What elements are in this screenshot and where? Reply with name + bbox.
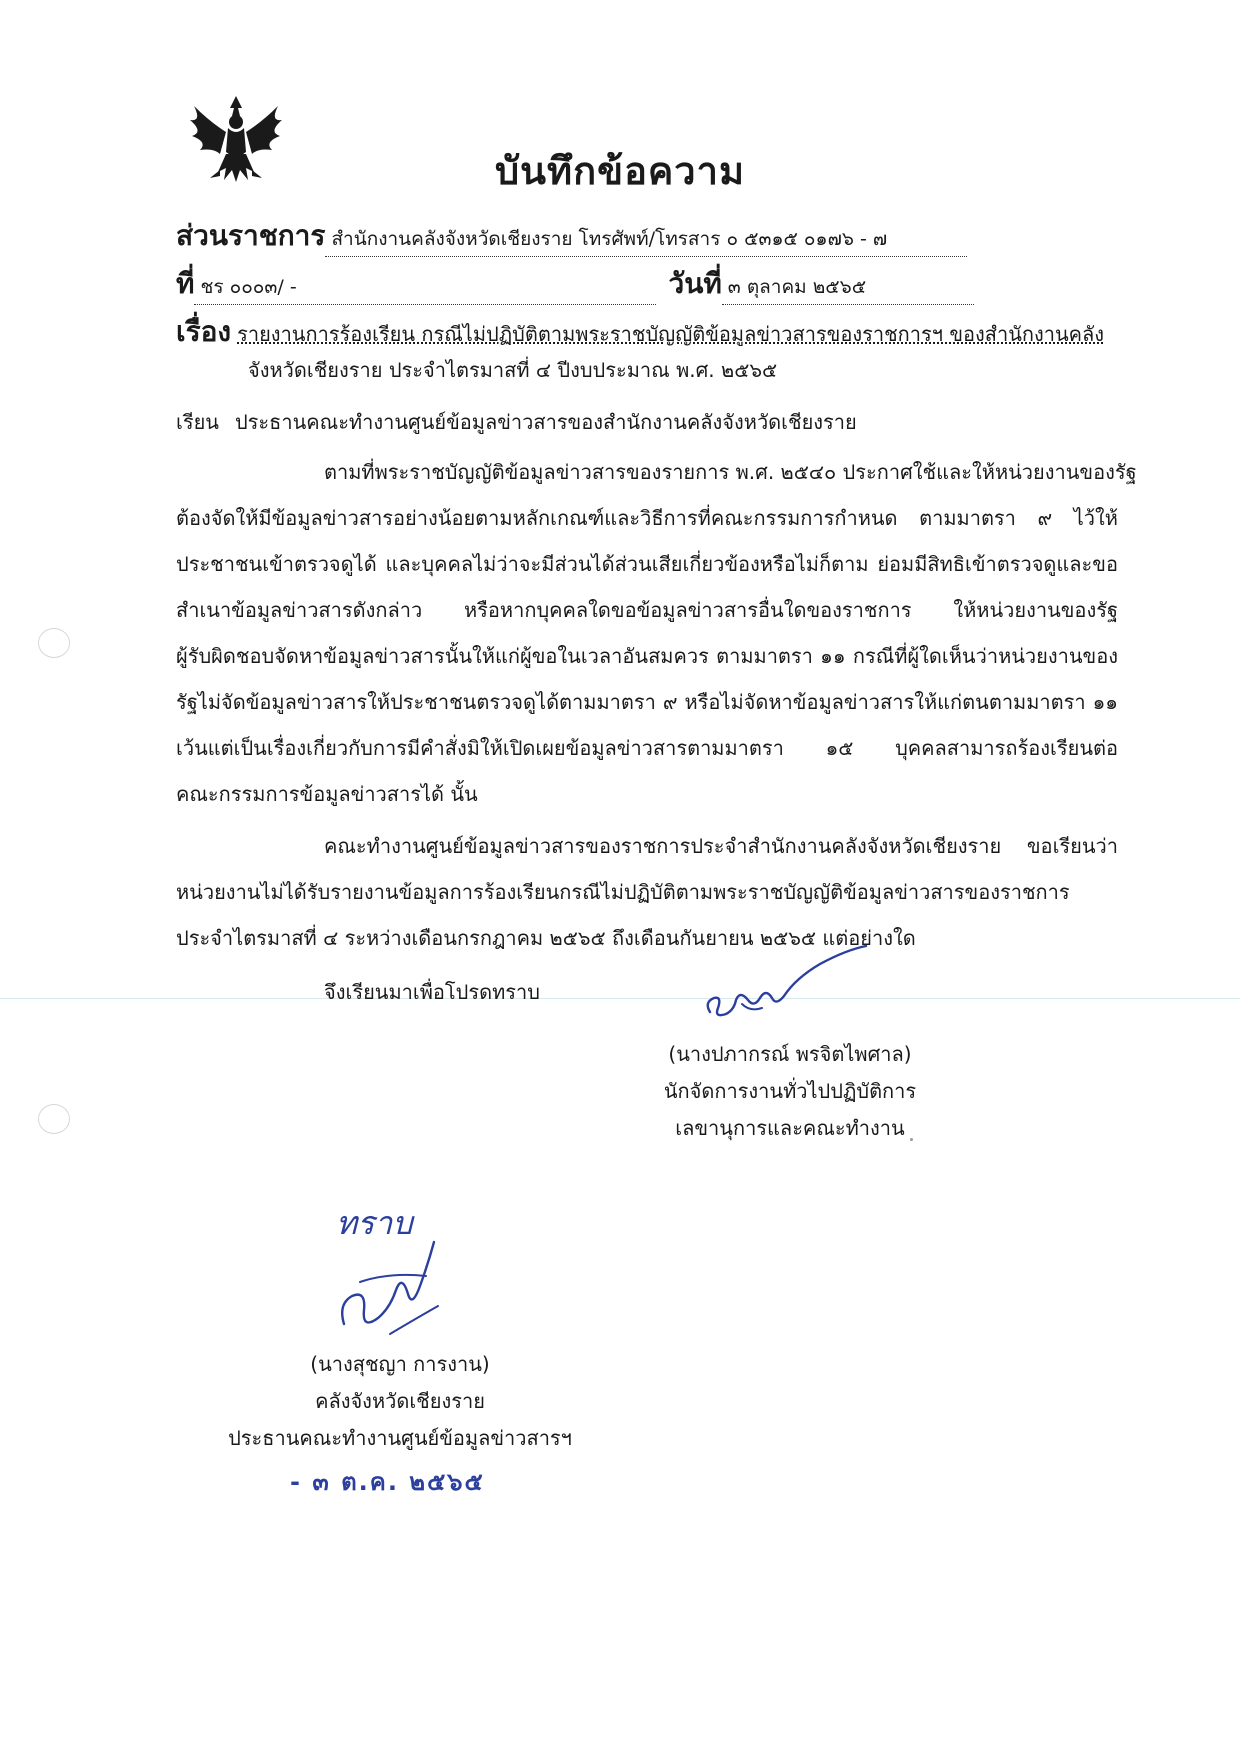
paragraph-1-line: ผู้รับผิดชอบจัดหาข้อมูลข่าวสารนั้นให้แก่ผู้ขอในเวลาอันสมควร ตามมาตรา ๑๑ กรณีที่ผู้ใดเห็นว่าหน่วยงานของ: [176, 644, 1118, 668]
handwritten-date: - ๓ ต.ค. ๒๕๖๕: [290, 1468, 485, 1496]
agency-row: [176, 214, 967, 258]
memo-title: บันทึกข้อความ: [494, 149, 746, 193]
paragraph-1-line: ตามที่พระราชบัญญัติข้อมูลข่าวสารของรายการ พ.ศ. ๒๕๔๐ ประกาศใช้และให้หน่วยงานของรัฐ: [324, 460, 1137, 484]
subject-label: เรื่อง: [176, 315, 232, 348]
signatory-1-position: นักจัดการงานทั่วไปปฏิบัติการ: [663, 1079, 917, 1103]
date-value: ๓ ตุลาคม ๒๕๖๕: [722, 272, 974, 305]
punch-hole-lower: [38, 1104, 70, 1134]
paragraph-2-line: ประจำไตรมาสที่ ๔ ระหว่างเดือนกรกฎาคม ๒๕๖๕ ถึงเดือนกันยายน ๒๕๖๕ แต่อย่างใด: [176, 926, 916, 950]
signatory-1-name: (นางปภากรณ์ พรจิตไพศาล): [668, 1042, 912, 1066]
closing-text: จึงเรียนมาเพื่อโปรดทราบ: [324, 980, 540, 1004]
agency-label: ส่วนราชการ: [176, 219, 326, 252]
paragraph-1-line: สำเนาข้อมูลข่าวสารดังกล่าว หรือหากบุคคลใดขอข้อมูลข่าวสารอื่นใดของราชการ ให้หน่วยงานของรัฐ: [176, 598, 1118, 622]
reference-row: [176, 262, 974, 306]
fold-line: [0, 998, 1240, 999]
signatory-2-position: คลังจังหวัดเชียงราย: [315, 1389, 485, 1413]
subject-line-1: รายงานการร้องเรียน กรณีไม่ปฏิบัติตามพระราชบัญญัติข้อมูลข่าวสารของราชการฯ ของสำนักงานคลัง: [237, 322, 1105, 346]
paragraph-2-line: หน่วยงานไม่ได้รับรายงานข้อมูลการร้องเรียนกรณีไม่ปฏิบัติตามพระราชบัญญัติข้อมูลข่าวสารของราชการ: [176, 880, 1070, 904]
signatory-2-name: (นางสุชญา การงาน): [310, 1352, 490, 1376]
signatory-1-role: เลขานุการและคณะทำงาน: [675, 1116, 905, 1140]
signatory-2-role: ประธานคณะทำงานศูนย์ข้อมูลข่าวสารฯ: [228, 1426, 572, 1450]
subject-line-2: จังหวัดเชียงราย ประจำไตรมาสที่ ๔ ปีงบประมาณ พ.ศ. ๒๕๖๕: [248, 358, 778, 382]
salutation-label: เรียน: [176, 410, 219, 434]
paragraph-2-line: คณะทำงานศูนย์ข้อมูลข่าวสารของราชการประจำสำนักงานคลังจังหวัดเชียงราย ขอเรียนว่า: [324, 834, 1118, 858]
punch-hole-upper: [38, 628, 70, 658]
paragraph-1-line: เว้นแต่เป็นเรื่องเกี่ยวกับการมีคำสั่งมิให้เปิดเผยข้อมูลข่าวสารตามมาตรา ๑๕ บุคคลสามารถร้องเรียนต่อ: [176, 736, 1118, 760]
agency-value: สำนักงานคลังจังหวัดเชียงราย โทรศัพท์/โทรสาร ๐ ๕๓๑๕ ๐๑๗๖ - ๗: [325, 224, 967, 257]
paragraph-1-line: รัฐไม่จัดข้อมูลข่าวสารให้ประชาชนตรวจดูได้ตามมาตรา ๙ หรือไม่จัดหาข้อมูลข่าวสารให้แก่ตนตามมาตรา ๑๑: [176, 690, 1118, 714]
signature-2-icon: [330, 1234, 450, 1344]
reference-label: ที่: [176, 267, 195, 300]
acknowledgement-text: ทราบ: [336, 1204, 413, 1242]
stray-mark: [910, 1138, 913, 1141]
subject-row: [176, 310, 1108, 354]
paragraph-1-line: คณะกรรมการข้อมูลข่าวสารได้ นั้น: [176, 782, 478, 806]
date-label: วันที่: [668, 267, 722, 300]
salutation: [176, 406, 857, 438]
paragraph-1-line: ประชาชนเข้าตรวจดูได้ และบุคคลไม่ว่าจะมีส่วนได้ส่วนเสียเกี่ยวข้องหรือไม่ก็ตาม ย่อมมีสิทธิเข้าตรวจดูและขอ: [176, 552, 1118, 576]
signatory-2-block: [200, 1346, 600, 1457]
paragraph-1-line: ต้องจัดให้มีข้อมูลข่าวสารอย่างน้อยตามหลักเกณฑ์และวิธีการที่คณะกรรมการกำหนด ตามมาตรา ๙ ไว้ให้: [176, 506, 1118, 530]
signatory-1-block: [620, 1036, 960, 1147]
reference-value: ชร ๐๐๐๓/ -: [194, 272, 656, 305]
salutation-value: ประธานคณะทำงานศูนย์ข้อมูลข่าวสารของสำนักงานคลังจังหวัดเชียงราย: [234, 410, 857, 434]
signature-1-icon: [700, 942, 880, 1032]
